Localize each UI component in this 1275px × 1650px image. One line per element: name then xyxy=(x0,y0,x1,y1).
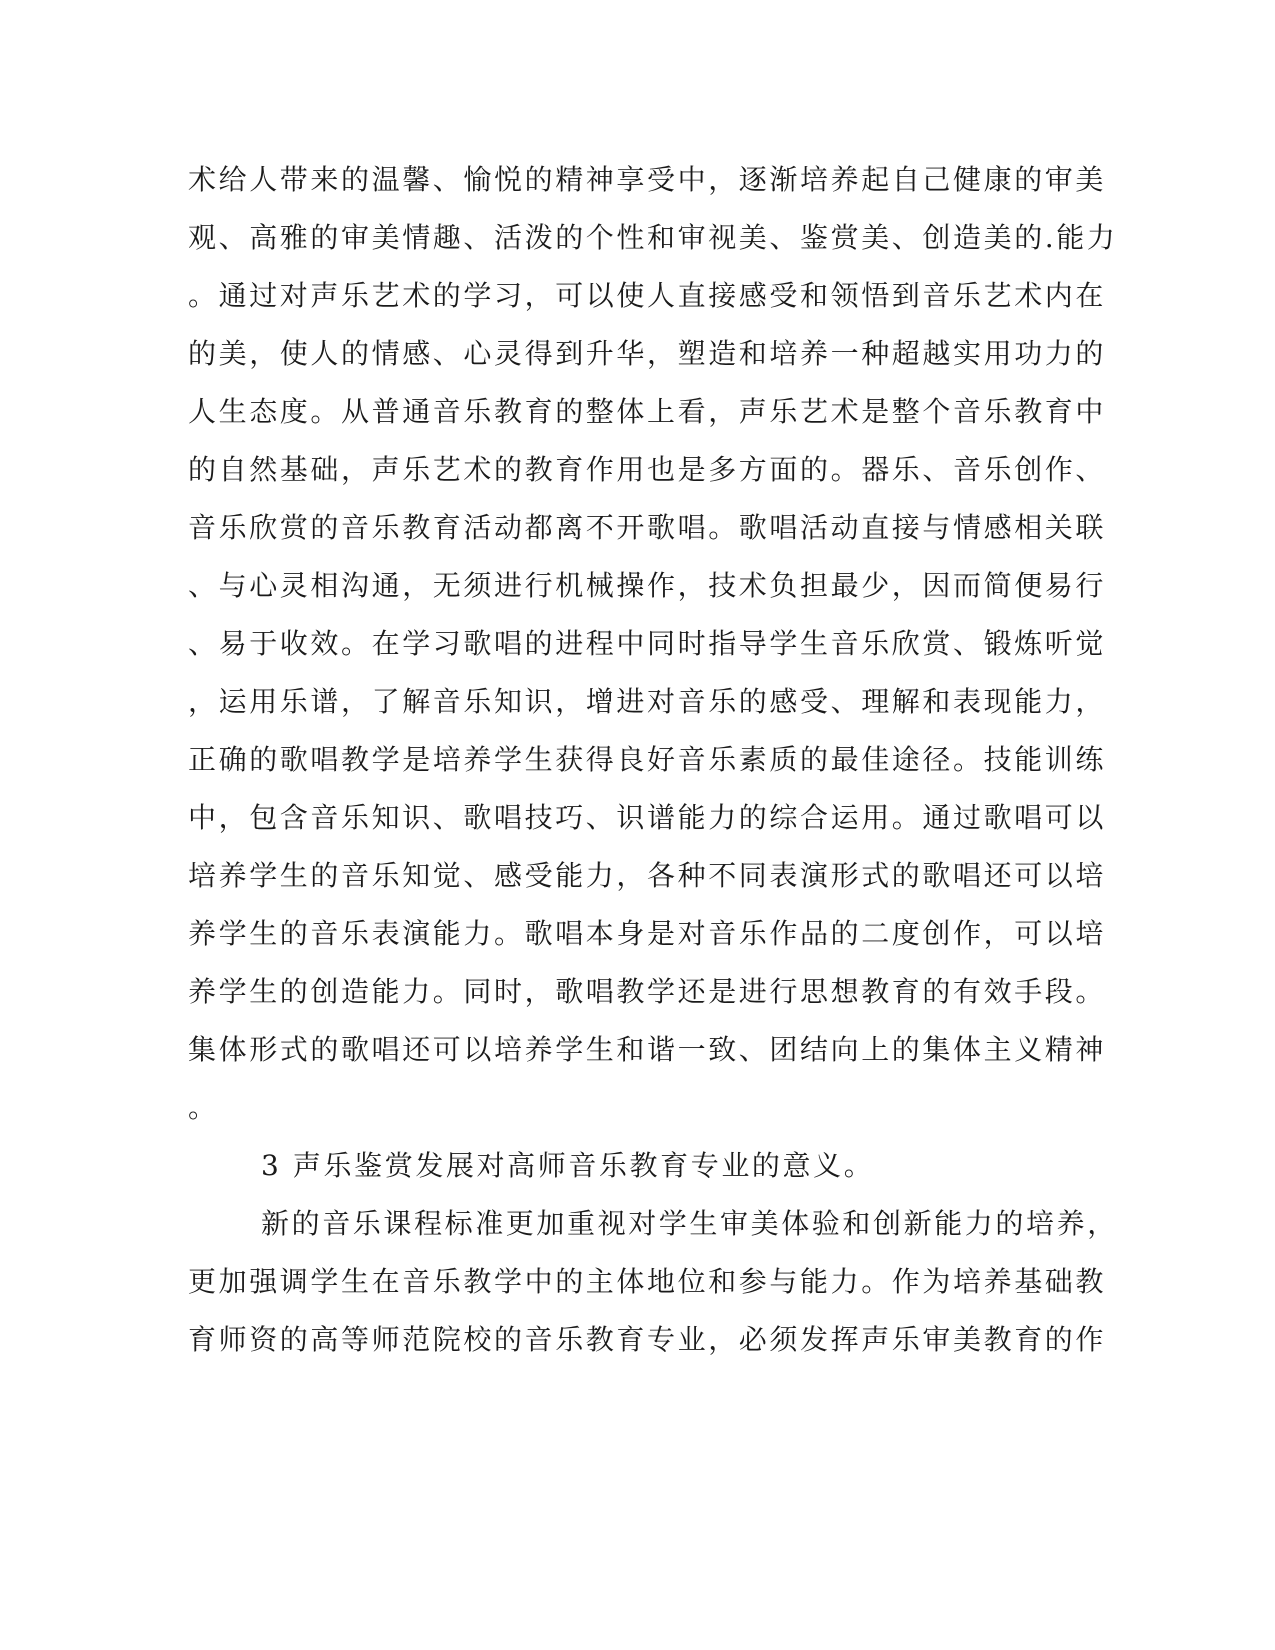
body-line: 养学生的音乐表演能力。歌唱本身是对音乐作品的二度创作，可以培 xyxy=(188,917,1107,950)
section-heading: 3 声乐鉴赏发展对高师音乐教育专业的意义。 xyxy=(261,1149,875,1182)
body-line: ，运用乐谱，了解音乐知识，增进对音乐的感受、理解和表现能力， xyxy=(188,685,1107,718)
body-line: 的自然基础，声乐艺术的教育作用也是多方面的。器乐、音乐创作、 xyxy=(188,453,1107,486)
body-line: 、与心灵相沟通，无须进行机械操作，技术负担最少，因而简便易行 xyxy=(188,569,1107,602)
body-line: 人生态度。从普通音乐教育的整体上看，声乐艺术是整个音乐教育中 xyxy=(188,395,1107,428)
body-line: 中，包含音乐知识、歌唱技巧、识谱能力的综合运用。通过歌唱可以 xyxy=(188,801,1107,834)
body-line: 正确的歌唱教学是培养学生获得良好音乐素质的最佳途径。技能训练 xyxy=(188,743,1107,776)
paragraph-line: 育师资的高等师范院校的音乐教育专业，必须发挥声乐审美教育的作 xyxy=(188,1323,1107,1356)
body-line: 的美，使人的情感、心灵得到升华，塑造和培养一种超越实用功力的 xyxy=(188,337,1107,370)
paragraph-line: 新的音乐课程标准更加重视对学生审美体验和创新能力的培养， xyxy=(261,1207,1118,1240)
body-line: 。 xyxy=(188,1091,219,1124)
body-line: 。通过对声乐艺术的学习，可以使人直接感受和领悟到音乐艺术内在 xyxy=(188,279,1107,312)
body-line: 养学生的创造能力。同时，歌唱教学还是进行思想教育的有效手段。 xyxy=(188,975,1107,1008)
body-line: 集体形式的歌唱还可以培养学生和谐一致、团结向上的集体主义精神 xyxy=(188,1033,1107,1066)
body-line: 培养学生的音乐知觉、感受能力，各种不同表演形式的歌唱还可以培 xyxy=(188,859,1107,892)
body-line: 术给人带来的温馨、愉悦的精神享受中，逐渐培养起自己健康的审美 xyxy=(188,163,1107,196)
body-line: 、易于收效。在学习歌唱的进程中同时指导学生音乐欣赏、锻炼听觉 xyxy=(188,627,1107,660)
body-line: 观、高雅的审美情趣、活泼的个性和审视美、鉴赏美、创造美的.能力 xyxy=(188,221,1118,254)
paragraph-line: 更加强调学生在音乐教学中的主体地位和参与能力。作为培养基础教 xyxy=(188,1265,1107,1298)
body-line: 音乐欣赏的音乐教育活动都离不开歌唱。歌唱活动直接与情感相关联 xyxy=(188,511,1107,544)
